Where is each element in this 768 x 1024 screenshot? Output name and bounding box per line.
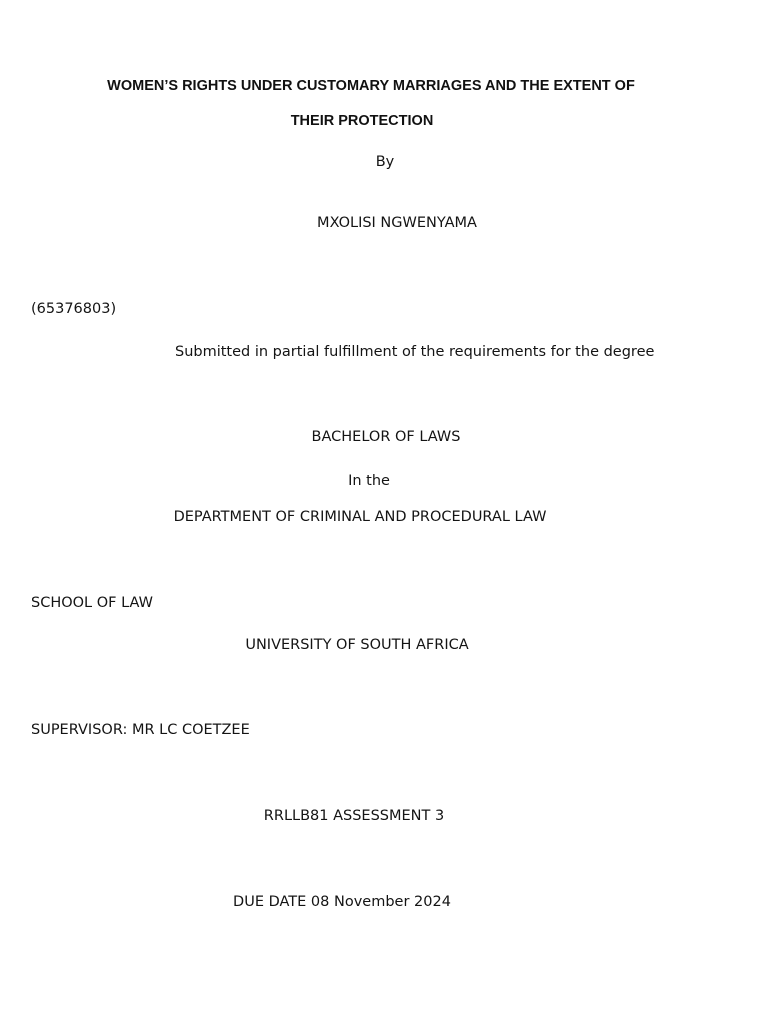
title-line-1: WOMEN’S RIGHTS UNDER CUSTOMARY MARRIAGES AND THE EXTENT OF <box>107 78 635 94</box>
supervisor: SUPERVISOR: MR LC COETZEE <box>31 722 250 738</box>
university-name: UNIVERSITY OF SOUTH AFRICA <box>245 637 469 653</box>
in-the-label: In the <box>348 473 390 489</box>
author-name: MXOLISI NGWENYAMA <box>317 215 477 231</box>
assessment-code: RRLLB81 ASSESSMENT 3 <box>263 808 445 824</box>
degree-name: BACHELOR OF LAWS <box>311 429 461 445</box>
student-number: (65376803) <box>31 301 117 317</box>
school-name: SCHOOL OF LAW <box>31 595 153 611</box>
submission-statement: Submitted in partial fulfillment of the requirements for the degree <box>175 344 655 360</box>
by-label: By <box>375 154 395 170</box>
department-name: DEPARTMENT OF CRIMINAL AND PROCEDURAL LAW <box>173 509 547 525</box>
due-date: DUE DATE 08 November 2024 <box>233 894 451 910</box>
title-line-2: THEIR PROTECTION <box>290 113 434 129</box>
